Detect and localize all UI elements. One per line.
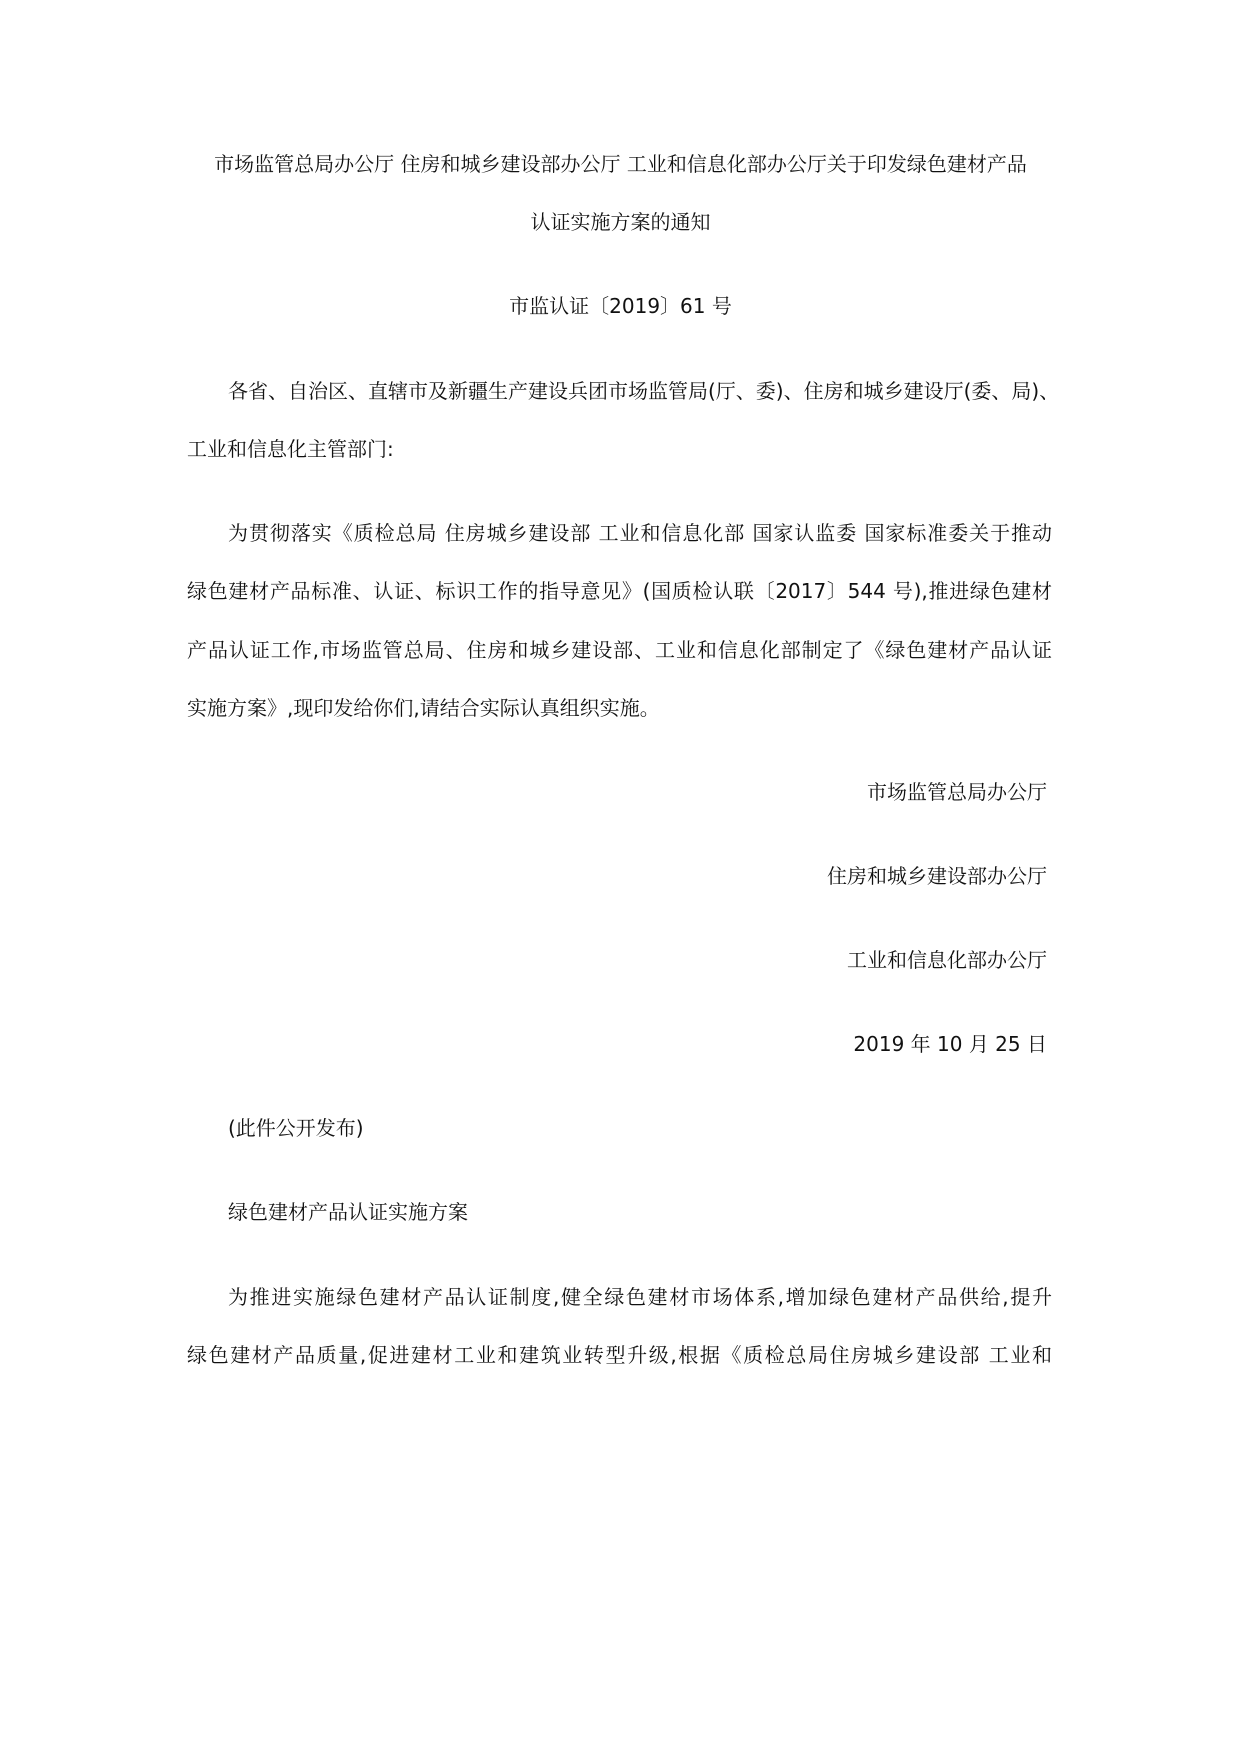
document-title-line-2: 认证实施方案的通知 [530,210,711,234]
addressee-line-2: 工业和信息化主管部门: [187,437,394,461]
signatory-miit: 工业和信息化部办公厅 [847,948,1047,972]
signatory-samr: 市场监管总局办公厅 [867,780,1047,804]
body-paragraph-line-1: 为贯彻落实《质检总局 住房城乡建设部 工业和信息化部 国家认监委 国家标准委关于推动 [228,521,1052,545]
document-date: 2019 年 10 月 25 日 [853,1032,1047,1056]
body-paragraph-line-4: 实施方案》,现印发给你们,请结合实际认真组织实施。 [187,696,660,720]
attachment-paragraph-line-1: 为推进实施绿色建材产品认证制度,健全绿色建材市场体系,增加绿色建材产品供给,提升 [228,1285,1052,1309]
attachment-paragraph-line-2: 绿色建材产品质量,促进建材工业和建筑业转型升级,根据《质检总局住房城乡建设部 工业和 [187,1343,1052,1367]
signatory-mohurd: 住房和城乡建设部办公厅 [827,864,1047,888]
body-paragraph-line-2: 绿色建材产品标准、认证、标识工作的指导意见》(国质检认联〔2017〕544 号),推进绿色建材 [187,579,1052,603]
addressee-line-1: 各省、自治区、直辖市及新疆生产建设兵团市场监管局(厅、委)、住房和城乡建设厅(委、局)、 [228,379,1060,403]
publication-note: (此件公开发布) [228,1116,364,1140]
document-number: 市监认证〔2019〕61 号 [509,294,732,318]
attachment-title: 绿色建材产品认证实施方案 [228,1200,468,1224]
body-paragraph-line-3: 产品认证工作,市场监管总局、住房和城乡建设部、工业和信息化部制定了《绿色建材产品认证 [187,638,1052,662]
document-title-line-1: 市场监管总局办公厅 住房和城乡建设部办公厅 工业和信息化部办公厅关于印发绿色建材产品 [214,152,1027,176]
